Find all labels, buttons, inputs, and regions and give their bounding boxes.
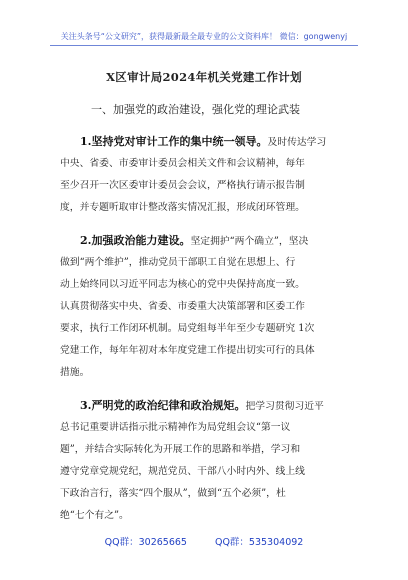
item-heading: 1.坚持党对审计工作的集中统一领导。 bbox=[80, 135, 268, 148]
item-heading: 2.加强政治能力建设。 bbox=[80, 234, 191, 247]
paragraph-line: 下政治言行，落实“四个服从”，做到“五个必须”，杜 bbox=[60, 488, 286, 499]
paragraph-line bbox=[60, 230, 350, 252]
paragraph-line: 做到“两个维护”，推动党员干部职工自觉在思想上、行 bbox=[60, 257, 296, 268]
paragraph-line: 要求，执行工作闭环机制。局党组每半年至少专题研究 1次 bbox=[60, 323, 315, 334]
paragraph-line: 题”，并结合实际转化为开展工作的思路和举措，学习和 bbox=[60, 444, 301, 455]
paragraph-text: 把学习贯彻习近平 bbox=[245, 401, 324, 412]
qq-group-2: QQ群：535304092 bbox=[214, 537, 304, 548]
paragraph-line bbox=[60, 131, 350, 153]
paragraph-line: 至少召开一次区委审计委员会会议，严格执行请示报告制 bbox=[60, 180, 305, 191]
paragraph-2 bbox=[60, 230, 350, 384]
paragraph-3 bbox=[60, 395, 350, 527]
qq-group-1: QQ群：30265665 bbox=[104, 537, 187, 548]
paragraph-line: 认真贯彻落实中央、省委、市委重大决策部署和区委工作 bbox=[60, 301, 305, 312]
paragraph-line: 总书记重要讲话指示批示精神作为局党组会议“第一议 bbox=[60, 422, 291, 433]
paragraph-text: 坚定拥护“两个确立”，坚决 bbox=[190, 236, 309, 247]
paragraph-1 bbox=[60, 131, 350, 219]
footer-contact bbox=[0, 534, 408, 548]
paragraph-line: 中央、省委、市委审计委员会相关文件和会议精神，每年 bbox=[60, 158, 305, 169]
header-divider bbox=[50, 45, 358, 46]
item-heading: 3.严明党的政治纪律和政治规矩。 bbox=[80, 399, 246, 412]
document-title: X区审计局2024年机关党建工作计划 bbox=[106, 70, 302, 84]
paragraph-line: 绝“七个有之”。 bbox=[60, 510, 129, 521]
paragraph-line: 措施。 bbox=[60, 367, 90, 378]
paragraph-line: 动上始终同以习近平同志为核心的党中央保持高度一致。 bbox=[60, 279, 305, 290]
section-heading-1: 一、加强党的政治建设，强化党的理论武装 bbox=[91, 103, 300, 116]
paragraph-line: 度，并专题听取审计整改落实情况汇报，形成闭环管理。 bbox=[60, 202, 305, 213]
header-promo-note: 关注头条号“公文研究”，获得最新最全最专业的公文资料库！ 微信：gongwenyj bbox=[60, 32, 348, 41]
paragraph-line: 党建工作，每年年初对本年度党建工作提出切实可行的具体 bbox=[60, 345, 315, 356]
paragraph-line: 遵守党章党规党纪，规范党员、干部八小时内外、线上线 bbox=[60, 466, 305, 477]
paragraph-line bbox=[60, 395, 350, 417]
paragraph-text: 及时传达学习 bbox=[267, 137, 327, 148]
